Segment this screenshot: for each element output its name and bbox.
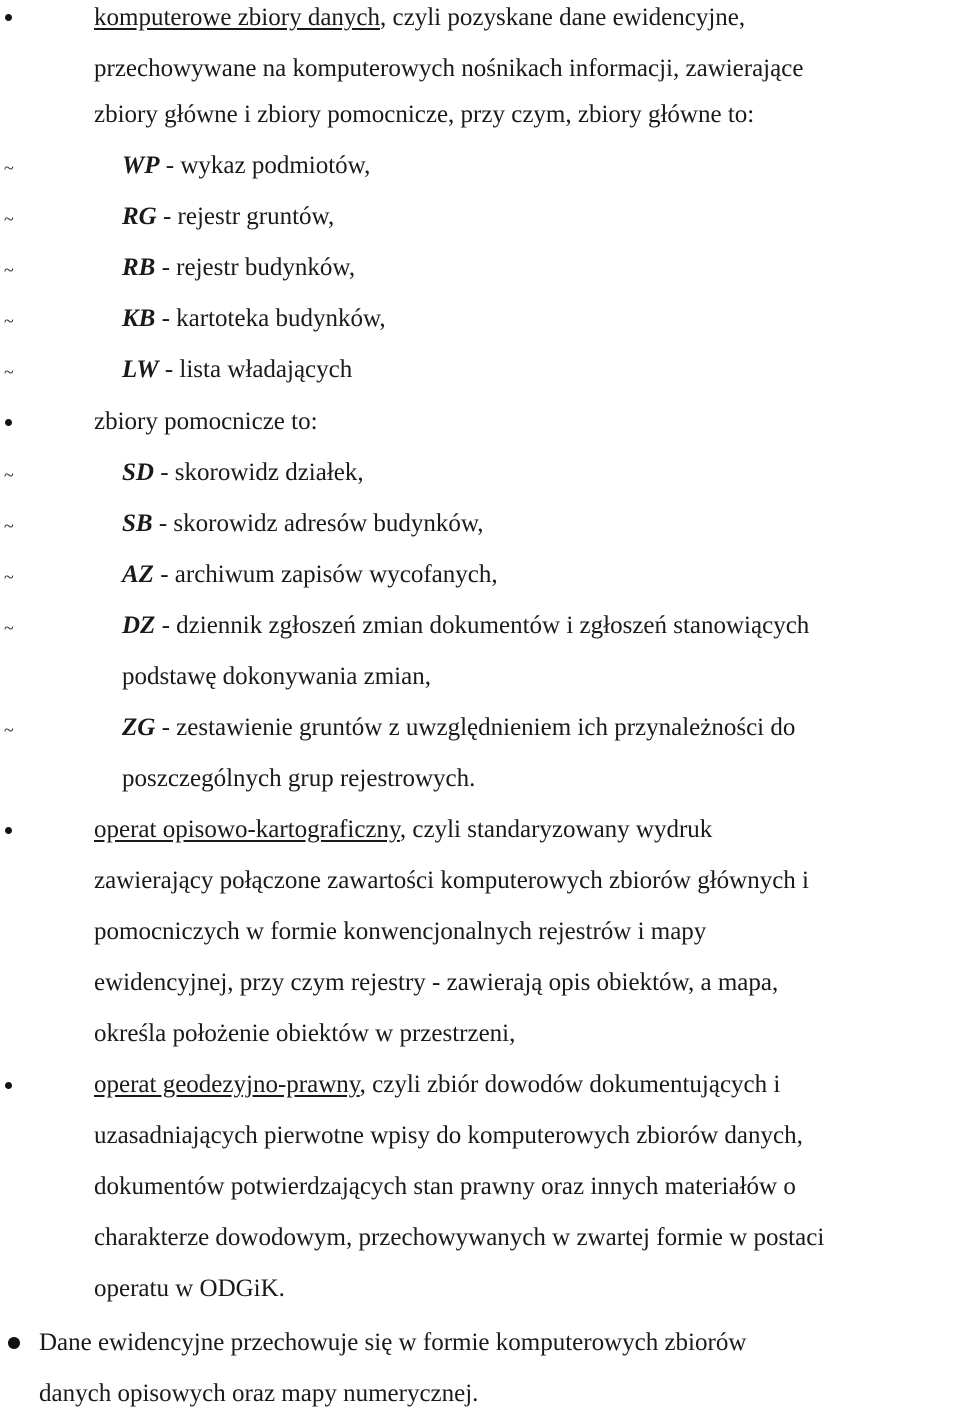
tilde-icon: ~	[4, 720, 14, 740]
item-operat-geo-line4: charakterze dowodowym, przechowywanych w zwartej formie w postaci	[94, 1224, 825, 1251]
item-operat-geo-line3: dokumentów potwierdzających stan prawny oraz innych materiałów o	[94, 1173, 796, 1200]
term-operat-geodezyjno: operat geodezyjno-prawny	[94, 1071, 360, 1098]
term-komputerowe-zbiory: komputerowe zbiory danych	[94, 4, 381, 31]
bullet-icon	[5, 419, 12, 426]
tilde-icon: ~	[4, 618, 14, 638]
item-komp-line2: przechowywane na komputerowych nośnikach informacji, zawierające	[94, 55, 804, 82]
tilde-icon: ~	[4, 209, 14, 229]
list-item-sd: SD - skorowidz działek,	[122, 459, 364, 486]
list-item-zg-cont: poszczególnych grup rejestrowych.	[122, 765, 476, 792]
item-operat-opis-line3: pomocniczych w formie konwencjonalnych rejestrów i mapy	[94, 918, 707, 945]
list-item-dz: DZ - dziennik zgłoszeń zmian dokumentów i zgłoszeń stanowiących	[122, 612, 810, 639]
tilde-icon: ~	[4, 516, 14, 536]
tilde-icon: ~	[4, 311, 14, 331]
list-item-rg: RG - rejestr gruntów,	[122, 203, 335, 230]
bullet-icon	[5, 14, 12, 21]
final-line2: danych opisowych oraz mapy numerycznej.	[39, 1380, 479, 1407]
list-item-sb: SB - skorowidz adresów budynków,	[122, 510, 484, 537]
list-item-zg: ZG - zestawienie gruntów z uwzględnieniem ich przynależności do	[122, 714, 796, 741]
bullet-icon	[5, 827, 12, 834]
list-item-kb: KB - kartoteka budynków,	[122, 305, 386, 332]
item-operat-geo-line1: operat geodezyjno-prawny, czyli zbiór dowodów dokumentujących i	[94, 1071, 781, 1098]
list-item-rb: RB - rejestr budynków,	[122, 254, 356, 281]
tilde-icon: ~	[4, 158, 14, 178]
list-item-lw: LW - lista władających	[122, 356, 353, 383]
tilde-icon: ~	[4, 567, 14, 587]
tilde-icon: ~	[4, 465, 14, 485]
item-operat-opis-line5: określa położenie obiektów w przestrzeni,	[94, 1020, 516, 1047]
tilde-icon: ~	[4, 260, 14, 280]
item-operat-geo-line5: operatu w ODGiK.	[94, 1275, 285, 1302]
list-item-wp: WP - wykaz podmiotów,	[122, 152, 371, 179]
item-operat-opis-line2: zawierający połączone zawartości komputerowych zbiorów głównych i	[94, 867, 809, 894]
list-item-az: AZ - archiwum zapisów wycofanych,	[122, 561, 498, 588]
final-line1: Dane ewidencyjne przechowuje się w formie komputerowych zbiorów	[39, 1329, 747, 1356]
item-komp-line3: zbiory główne i zbiory pomocnicze, przy czym, zbiory główne to:	[94, 101, 755, 128]
pomocnicze-intro: zbiory pomocnicze to:	[94, 408, 318, 435]
term-operat-opisowo: operat opisowo-kartograficzny	[94, 816, 400, 843]
item-operat-geo-line2: uzasadniających pierwotne wpisy do komputerowych zbiorów danych,	[94, 1122, 803, 1149]
bullet-icon	[8, 1337, 20, 1349]
list-item-dz-cont: podstawę dokonywania zmian,	[122, 663, 431, 690]
tilde-icon: ~	[4, 362, 14, 382]
item-komp-line1: komputerowe zbiory danych, czyli pozyskane dane ewidencyjne,	[94, 4, 746, 31]
bullet-icon	[5, 1082, 12, 1089]
item-operat-opis-line4: ewidencyjnej, przy czym rejestry - zawierają opis obiektów, a mapa,	[94, 969, 779, 996]
item-operat-opis-line1: operat opisowo-kartograficzny, czyli standaryzowany wydruk	[94, 816, 713, 843]
